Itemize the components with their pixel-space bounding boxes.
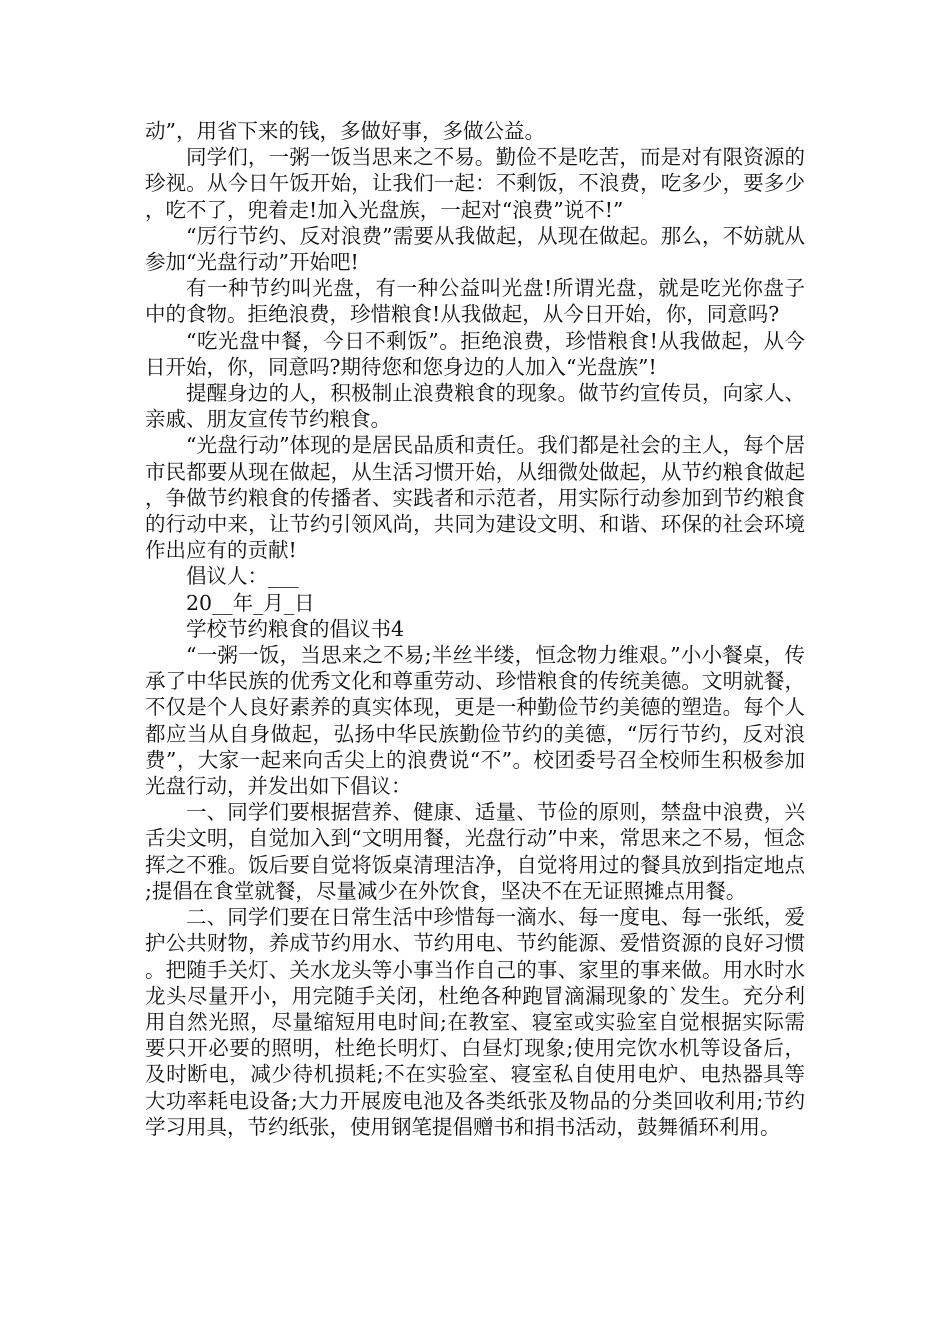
date-line: 20__年_月_日: [186, 590, 315, 615]
section-title: 学校节约粮食的倡议书4: [186, 616, 405, 641]
paragraph-3: “厉行节约、反对浪费”需要从我做起，从现在做起。那么，不妨就从参加“光盘行动”开始吧!: [145, 223, 805, 275]
document-body: [145, 118, 805, 1140]
paragraph-5: “吃光盘中餐，今日不剩饭”。拒绝浪费，珍惜粮食!从我做起，从今日开始，你，同意吗?期待您和您身边的人加入“光盘族”!: [145, 328, 805, 379]
paragraph-2: 同学们，一粥一饭当思来之不易。勤俭不是吃苦，而是对有限资源的珍视。从今日午饭开始，让我们一起：不剩饭，不浪费，吃多少，要多少，吃不了，兜着走!加入光盘族，一起对“浪费”说不!”: [145, 145, 805, 222]
paragraph-11: “一粥一饭，当思来之不易;半丝半缕，恒念物力维艰。”小小餐桌，传承了中华民族的优秀文化和尊重劳动、珍惜粮食的传统美德。文明就餐，不仅是个人良好素养的真实体现，更是一种勤俭节约美德的塑造。每个人都应当从自身做起，弘扬中华民族勤俭节约的美德，“厉行节约，反对浪费”，大家一起来向舌尖上的浪费说“不”。校团委号召全校师生积极参加光盘行动，并发出如下倡议：: [145, 643, 805, 799]
paragraph-12: 一、同学们要根据营养、健康、适量、节俭的原则，禁盘中浪费，兴舌尖文明，自觉加入到“文明用餐，光盘行动”中来，常思来之不易，恒念挥之不雅。饭后要自觉将饭桌清理洁净，自觉将用过的餐具放到指定地点;提倡在食堂就餐，尽量减少在外饮食，坚决不在无证照摊点用餐。: [145, 800, 805, 903]
paragraph-6: 提醒身边的人，积极制止浪费粮食的现象。做节约宣传员，向家人、亲戚、朋友宣传节约粮食。: [145, 381, 805, 432]
paragraph-1: 动”，用省下来的钱，多做好事，多做公益。: [145, 119, 545, 143]
signature-line: 倡议人：___: [186, 564, 299, 589]
paragraph-7: “光盘行动”体现的是居民品质和责任。我们都是社会的主人，每个居市民都要从现在做起，从生活习惯开始，从细微处做起，从节约粮食做起，争做节约粮食的传播者、实践者和示范者，用实际行动参加到节约粮食的行动中来，让节约引领风尚，共同为建设文明、和谐、环保的社会环境作出应有的贡献!: [145, 433, 805, 563]
paragraph-13: 二、同学们要在日常生活中珍惜每一滴水、每一度电、每一张纸，爱护公共财物，养成节约用水、节约用电、节约能源、爱惜资源的良好习惯。把随手关灯、关水龙头等小事当作自己的事、家里的事来做。用水时水龙头尽量开小，用完随手关闭，杜绝各种跑冒滴漏现象的`发生。充分利用自然光照，尽量缩短用电时间;在教室、寝室或实验室自觉根据实际需要只开必要的照明，杜绝长明灯、白昼灯现象;使用完饮水机等设备后，及时断电，减少待机损耗;不在实验室、寝室私自使用电炉、电热器具等大功率耗电设备;大力开展废电池及各类纸张及物品的分类回收利用;节约学习用具，节约纸张，使用钢笔提倡赠书和捐书活动，鼓舞循环利用。: [145, 905, 805, 1139]
paragraph-4: 有一种节约叫光盘，有一种公益叫光盘!所谓光盘，就是吃光你盘子中的食物。拒绝浪费，珍惜粮食!从我做起，从今日开始，你，同意吗?: [145, 276, 805, 327]
